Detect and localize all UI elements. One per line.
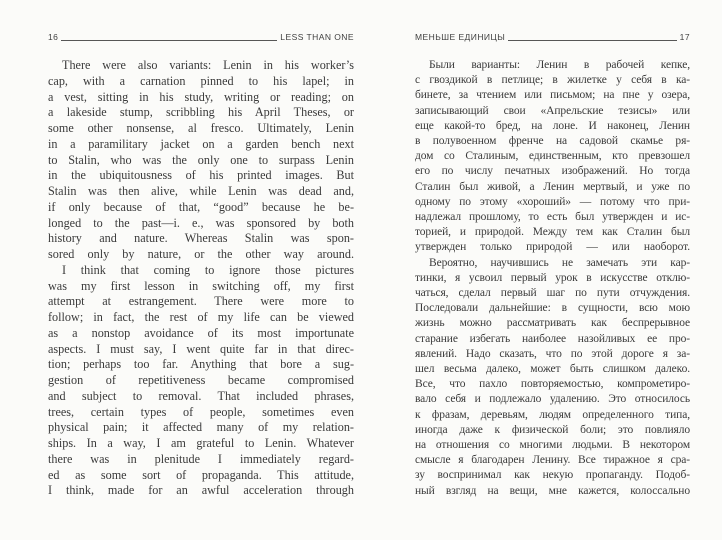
text-line: шел весьма далеко, может быть слишком далеко. xyxy=(415,363,690,376)
text-line: утвержден только природой — или наоборот. xyxy=(415,241,690,254)
text-line: явлений. Надо сказать, что по этой дороге я за- xyxy=(415,347,690,360)
text-line: старание избегать наиболее назойливых ее про- xyxy=(415,332,690,345)
right-running-title: МЕНЬШЕ ЕДИНИЦЫ xyxy=(415,32,506,42)
right-page-header xyxy=(415,30,690,42)
left-page-number: 16 xyxy=(48,32,59,42)
text-line: смысле я благодарен Ленину. Все тиражное я сра- xyxy=(415,454,690,467)
text-line: на отношения со многими людьми. В некотором xyxy=(415,439,690,452)
text-line: тинки, я усвоил первый урок в искусстве отклю- xyxy=(415,271,690,284)
text-line: Сталин был живой, а Ленин мертвый, и уже по xyxy=(415,180,690,193)
text-line: some other nonsense, al fresco. Ultimately, Lenin xyxy=(48,121,354,135)
text-line: бинете, за чтением или письмом; на пне у озера, xyxy=(415,89,690,102)
text-line: I think, made for an awful acceleration through xyxy=(48,483,354,498)
left-page xyxy=(48,30,354,499)
text-line: history and nature. Whereas Stalin was spon- xyxy=(48,231,354,246)
text-line: cap, with a carnation pinned to his lapel; in xyxy=(48,73,354,88)
text-line: вало себя и подлежало удалению. Это относилось xyxy=(415,393,690,406)
text-line: tion; perhaps too far. Anything that bore a sug- xyxy=(48,357,354,372)
text-line: to Stalin, who was the only one to surpass Lenin xyxy=(48,152,354,167)
text-line: зу воспринимал как некую пропаганду. Подоб- xyxy=(415,469,690,482)
right-page-number: 17 xyxy=(679,32,690,42)
text-line: ed as some sort of propaganda. This attitude, xyxy=(48,467,354,482)
text-line: sored only by nature, or the other way around. xyxy=(48,247,354,261)
text-line: There were also variants: Lenin in his worker’s xyxy=(62,58,354,72)
text-line: с гвоздикой в петлице; в жилетке у себя в ка- xyxy=(415,74,690,87)
text-line: в полувоенном френче на садовой скамье ря- xyxy=(415,135,690,148)
text-line: I think that coming to ignore those pictures xyxy=(62,262,354,277)
text-line: a vest, sitting in his study, writing or reading; on xyxy=(48,89,354,104)
text-line: if only because of that, “good” because he be- xyxy=(48,199,354,214)
text-line: Последовали дальнейшие: в сущности, всю мою xyxy=(415,302,690,315)
text-line: Были варианты: Ленин в рабочей кепке, xyxy=(429,59,690,71)
left-page-header xyxy=(48,30,354,42)
text-line: physical pain; it affected many of my relation- xyxy=(48,420,354,435)
text-line: Вероятно, научившись не замечать эти кар- xyxy=(429,256,690,269)
text-line: к фразам, деревьям, людям определенного типа, xyxy=(415,408,690,421)
text-line: a lakeside stump, scribbling his April Theses, or xyxy=(48,105,354,120)
text-line: его по числу печатных изображений. Но тогда xyxy=(415,165,690,178)
text-line: was my first lesson in switching off, my first xyxy=(48,278,354,293)
text-line: еще какой-то бред, на лоне. И наконец, Ленин xyxy=(415,119,690,132)
text-line: Все, что пахло повторяемостью, компрометиро- xyxy=(415,378,690,391)
left-running-title: LESS THAN ONE xyxy=(280,32,354,42)
text-line: and subject to removal. That included phrases, xyxy=(48,388,354,403)
text-line: одному по этому «хороший» — потому что при- xyxy=(415,195,690,208)
text-line: Stalin was then alive, while Lenin was dead and, xyxy=(48,184,354,198)
text-line: ный взгляд на вещи, мне кажется, колоссально xyxy=(415,484,690,497)
text-line: иногда даже к физической боли; это повлияло xyxy=(415,423,690,436)
text-line: дом со Сталиным, единственным, кто превзошел xyxy=(415,150,690,163)
text-line: записывающий свои «Апрельские тезисы» или xyxy=(415,104,690,117)
text-line: trees, certain types of people, sometimes even xyxy=(48,404,354,419)
text-line: there was in plenitude I immediately regard- xyxy=(48,451,354,466)
right-page xyxy=(415,30,690,499)
text-line: longed to the past—i. e., was sponsored by both xyxy=(48,215,354,230)
left-header-rule xyxy=(61,40,277,41)
text-line: ships. In a way, I am grateful to Lenin. Whatever xyxy=(48,436,354,450)
text-line: in the ubiquitousness of his printed images. But xyxy=(48,168,354,183)
right-page-text xyxy=(415,58,690,499)
left-page-text xyxy=(48,58,354,499)
text-line: aspects. I must say, I went quite far in that direc- xyxy=(48,341,354,356)
text-line: in a paramilitary jacket on a garden bench next xyxy=(48,136,354,151)
text-line: follow; in fact, the rest of my life can be viewed xyxy=(48,310,354,324)
text-line: надлежал прошлому, то есть был утвержден и ис- xyxy=(415,211,690,224)
text-line: торией, и природой. Между тем как Сталин был xyxy=(415,226,690,239)
text-line: gestion of repetitiveness became compromised xyxy=(48,373,354,387)
text-line: чаться, сделал первый шаг по пути отчуждения. xyxy=(415,287,690,300)
text-line: attempt at estrangement. There were more to xyxy=(48,294,354,309)
text-line: жизнь можно рассматривать как беспрерывное xyxy=(415,317,690,330)
right-header-rule xyxy=(508,40,676,41)
text-line: as a nonstop avoidance of its most importunate xyxy=(48,325,354,340)
